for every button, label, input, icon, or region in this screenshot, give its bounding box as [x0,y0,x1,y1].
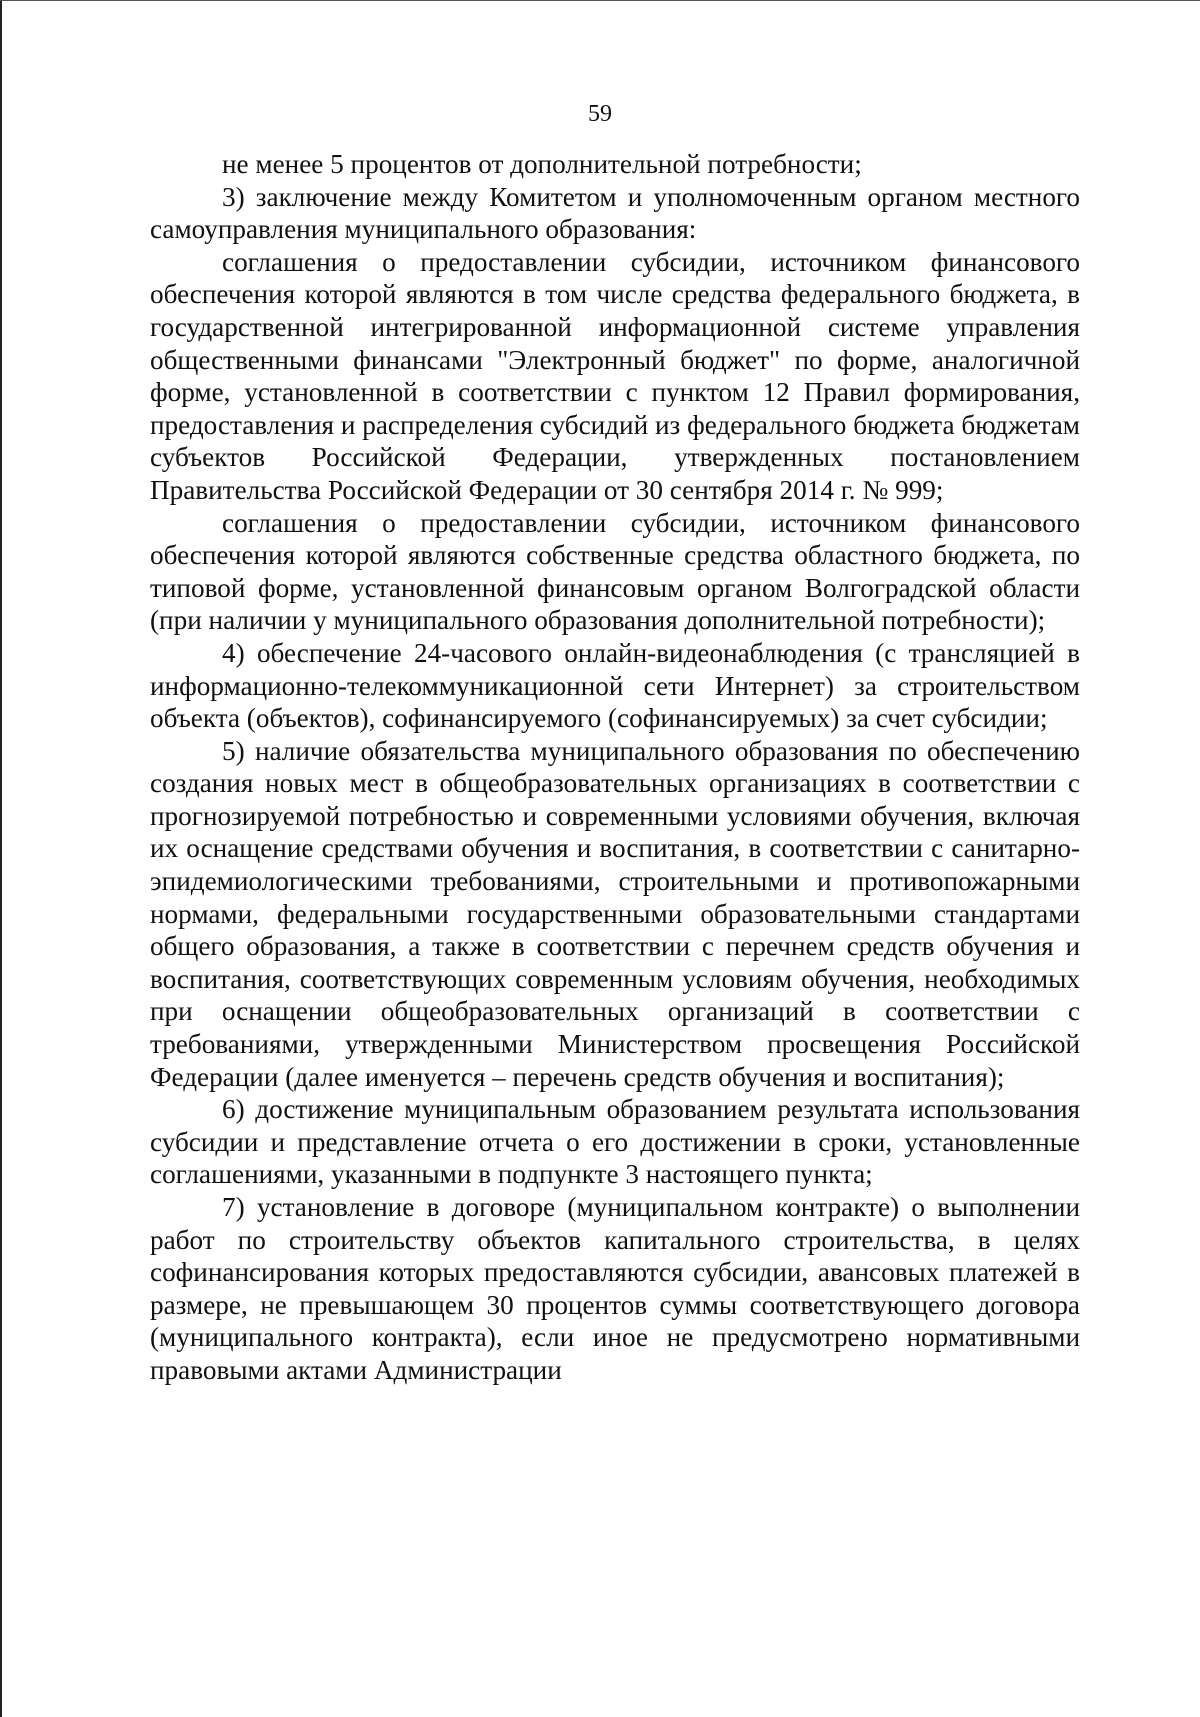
page-number: 59 [588,101,612,127]
paragraph-item-6: 6) достижение муниципальным образованием результата использования субсидии и представление отчета о его достижении в сроки, установленные соглашениями, указанными в подпункте 3 настоящего пункта; [150,1094,1080,1190]
paragraph-item-7: 7) установление в договоре (муниципальном контракте) о выполнении работ по строительству объектов капитального строительства, в целях софинансирования которых предоставляются субсидии, авансовых платежей в размере, не превышающем 30 процентов суммы соответствующего договора (муниципального контракта), если иное не предусмотрено нормативными правовыми актами Администрации [150,1192,1080,1385]
paragraph-item-4: 4) обеспечение 24-часового онлайн-видеонаблюдения (с трансляцией в информационно-телекоммуникационной сети Интернет) за строительством объекта (объектов), софинансируемого (софинансируемых) за счет субсидии; [150,637,1080,734]
paragraph-item-5: 5) наличие обязательства муниципального образования по обеспечению создания новых мест в общеобразовательных организациях в соответствии с прогнозируемой потребностью и современными условиями обучения, включая их оснащение средствами обучения и воспитания, в соответствии с санитарно-эпидемиологическими требованиями, строительными и противопожарными нормами, федеральными государственными образовательными стандартами общего образования, а также в соответствии с перечнем средств обучения и воспитания, соответствующих современным условиям обучения, необходимых при оснащении общеобразовательных организаций в соответствии с требованиями, утвержденными Министерством просвещения Российской Федерации (далее именуется – перечень средств обучения и воспитания); [150,735,1080,1092]
scan-edge-top [0,0,1200,1]
paragraph-agreement-federal: соглашения о предоставлении субсидии, источником финансового обеспечения которой являются в том числе средства федерального бюджета, в государственной интегрированной информационной системе управления общественными финансами "Электронный бюджет" по форме, аналогичной форме, установленной в соответствии с пунктом 12 Правил формирования, предоставления и распределения субсидий из федерального бюджета бюджетам субъектов Российской Федерации, утвержденных постановлением Правительства Российской Федерации от 30 сентября 2014 г. № 999; [150,246,1080,505]
paragraph-continuation: не менее 5 процентов от дополнительной потребности; [222,149,862,179]
scan-edge-left [0,0,2,1717]
paragraph-agreement-regional: соглашения о предоставлении субсидии, источником финансового обеспечения которой являются собственные средства областного бюджета, по типовой форме, установленной финансовым органом Волгоградской области (при наличии у муниципального образования дополнительной потребности); [150,507,1080,636]
paragraph-item-3: 3) заключение между Комитетом и уполномоченным органом местного самоуправления муниципального образования: [150,181,1080,245]
document-body [150,148,1080,1387]
